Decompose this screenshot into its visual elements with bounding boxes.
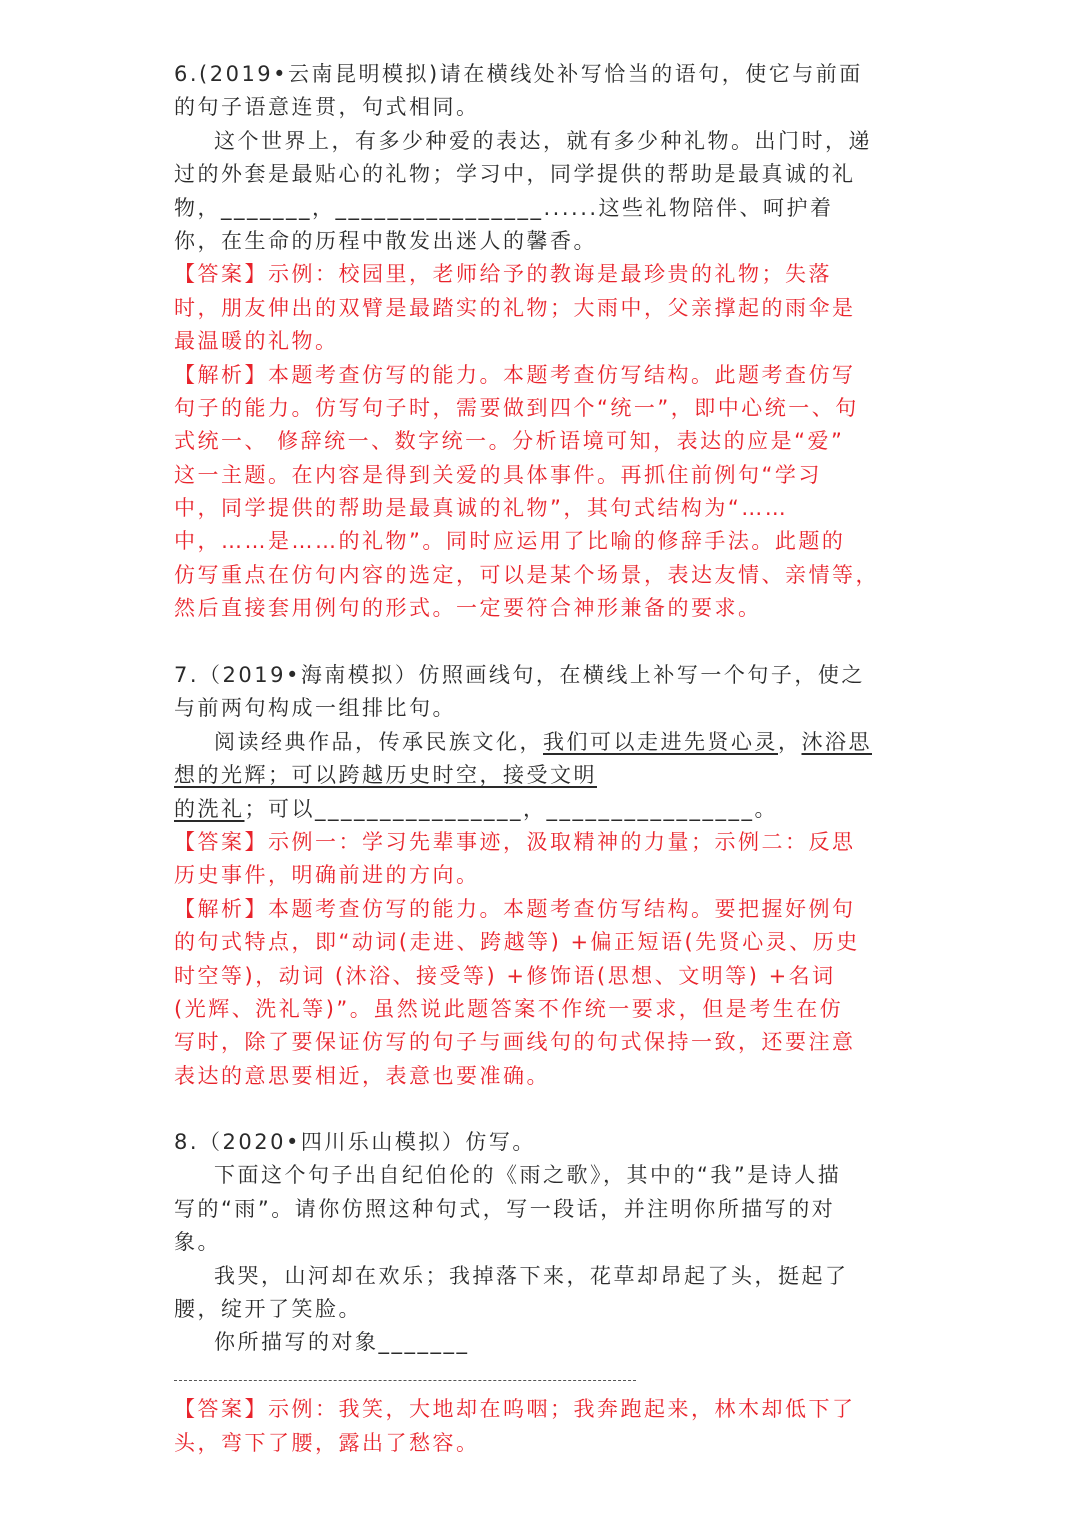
question-6 <box>174 58 904 626</box>
q6-body-line-1: 这个世界上，有多少种爱的表达，就有多少种礼物。出门时，递 <box>214 128 872 153</box>
q8-stem-line-1: 8.（2020•四川乐山模拟）仿写。 <box>174 1130 536 1154</box>
q7-analysis-line-5: 写时，除了要保证仿写的句子与画线句的句式保持一致，还要注意 <box>174 1030 856 1055</box>
q7-analysis-line-2: 的句式特点，即“动词(走进、跨越等) +偏正短语(先贤心灵、历史 <box>174 930 860 955</box>
q6-body-line-4: 你，在生命的历程中散发出迷人的馨香。 <box>174 228 597 253</box>
q6-analysis-line-6: 中，……是……的礼物”。同时应运用了比喻的修辞手法。此题的 <box>174 529 846 554</box>
q7-body-blank: ；可以________________，________________。 <box>244 796 778 821</box>
q8-body-line-3: 象。 <box>174 1230 221 1255</box>
q6-stem-line-1: 6.(2019•云南昆明模拟)请在横线处补写恰当的语句，使它与前面 <box>174 62 863 86</box>
q6-analysis-line-2: 句子的能力。仿写句子时，需要做到四个“统一”，即中心统一、句 <box>174 395 859 420</box>
q6-body-line-3: 物，_______，________________......这些礼物陪伴、呵护着 <box>174 195 834 220</box>
q6-analysis-line-8: 然后直接套用例句的形式。一定要符合神形兼备的要求。 <box>174 596 762 621</box>
q7-underlined-phrase-4: 的洗礼 <box>174 796 245 821</box>
q7-body-sep: ， <box>778 729 802 754</box>
q7-body-line-3 <box>174 793 904 826</box>
q7-body-line-2 <box>174 759 904 792</box>
q6-answer-line-2: 时，朋友伸出的双臂是最踏实的礼物；大雨中，父亲撑起的雨伞是 <box>174 295 856 320</box>
q7-analysis-line-3: 时空等)，动词 (沐浴、接受等) +修饰语(思想、文明等) +名词 <box>174 963 836 988</box>
q7-analysis-line-6: 表达的意思要相近，表意也要准确。 <box>174 1063 550 1088</box>
q6-analysis-line-4: 这一主题。在内容是得到关爱的具体事件。再抓住前例句“学习 <box>174 462 822 487</box>
q8-prompt: 你所描写的对象_______ <box>214 1330 470 1355</box>
q6-stem-line-2: 的句子语意连贯，句式相同。 <box>174 95 480 120</box>
q7-analysis-line-4: (光辉、洗礼等)”。虽然说此题答案不作统一要求，但是考生在仿 <box>174 996 844 1021</box>
q7-underlined-phrase-2: 沐浴思 <box>801 729 872 754</box>
q7-body-plain: 阅读经典作品，传承民族文化， <box>214 729 543 754</box>
q6-body-line-2: 过的外套是最贴心的礼物；学习中，同学提供的帮助是最真诚的礼 <box>174 162 856 187</box>
q6-analysis-line-3: 式统一、 修辞统一、数字统一。分析语境可知，表达的应是“爱” <box>174 429 845 454</box>
q8-answer-blank-line <box>174 1360 904 1393</box>
question-7 <box>174 659 904 1093</box>
q6-answer-line-1: 【答案】示例：校园里，老师给予的教诲是最珍贵的礼物；失落 <box>174 262 832 287</box>
q8-answer-line-1: 【答案】示例：我笑，大地却在呜咽；我奔跑起来，林木却低下了 <box>174 1397 856 1422</box>
q7-analysis-line-1: 【解析】本题考查仿写的能力。本题考查仿写结构。要把握好例句 <box>174 896 856 921</box>
q7-body-line-1 <box>174 726 904 759</box>
q6-analysis-line-7: 仿写重点在仿句内容的选定，可以是某个场景，表达友情、亲情等， <box>174 562 879 587</box>
q6-answer-line-3: 最温暖的礼物。 <box>174 329 339 354</box>
q8-quote-line-2: 腰，绽开了笑脸。 <box>174 1296 362 1321</box>
q8-body-line-2: 写的“雨”。请你仿照这种句式，写一段话，并注明你所描写的对 <box>174 1196 836 1221</box>
q7-underlined-phrase-1: 我们可以走进先贤心灵 <box>543 729 778 754</box>
q7-stem-line-2: 与前两句构成一组排比句。 <box>174 696 456 721</box>
question-8 <box>174 1126 904 1460</box>
q6-analysis-line-1: 【解析】本题考查仿写的能力。本题考查仿写结构。此题考查仿写 <box>174 362 856 387</box>
q7-stem-line-1: 7.（2019•海南模拟）仿照画线句，在横线上补写一个句子，使之 <box>174 663 865 687</box>
q7-answer-line-2: 历史事件，明确前进的方向。 <box>174 863 480 888</box>
q6-analysis-line-5: 中，同学提供的帮助是最真诚的礼物”，其句式结构为“…… <box>174 496 789 521</box>
q8-answer-line-2: 头，弯下了腰，露出了愁容。 <box>174 1430 480 1455</box>
q7-underlined-phrase-3: 想的光辉；可以跨越历史时空，接受文明 <box>174 763 597 788</box>
q8-quote-line-1: 我哭，山河却在欢乐；我掉落下来，花草却昂起了头，挺起了 <box>214 1263 849 1288</box>
q8-body-line-1: 下面这个句子出自纪伯伦的《雨之歌》，其中的“我”是诗人描 <box>214 1163 842 1188</box>
q7-answer-line-1: 【答案】示例一：学习先辈事迹，汲取精神的力量；示例二：反思 <box>174 829 856 854</box>
